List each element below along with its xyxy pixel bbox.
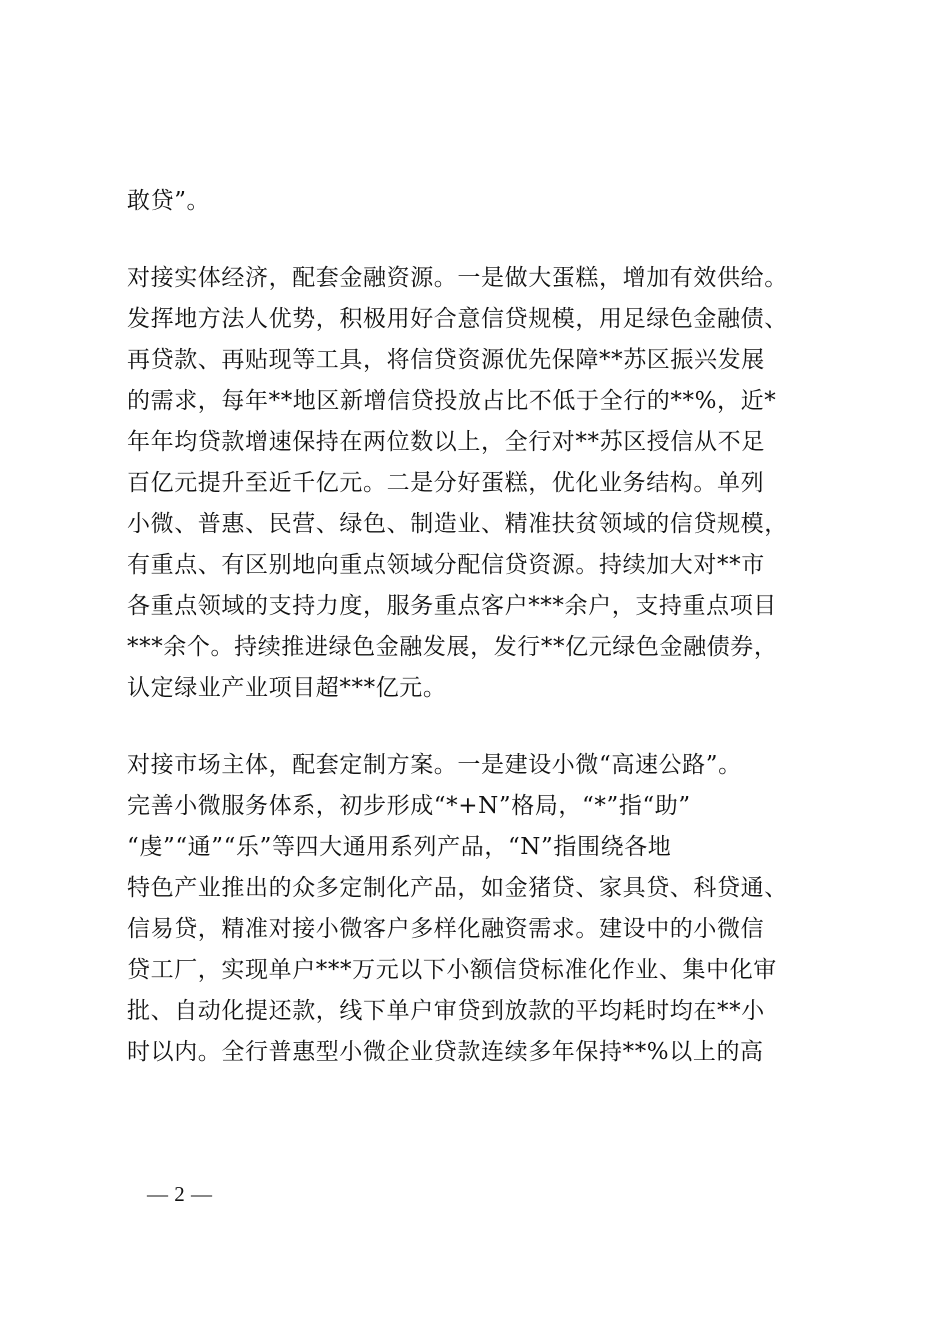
- text-line: 敢贷”。: [127, 188, 211, 214]
- text-line: 百亿元提升至近千亿元。二是分好蛋糕，优化业务结构。单列: [127, 470, 765, 496]
- text-line: ***余个。持续推进绿色金融发展，发行**亿元绿色金融债券，: [127, 634, 778, 660]
- paragraph-heading-line: 对接市场主体，配套定制方案。一是建设小微“高速公路”。: [127, 752, 742, 778]
- text-line: 发挥地方法人优势，积极用好合意信贷规模，用足绿色金融债、: [127, 306, 788, 332]
- text-line: 完善小微服务体系，初步形成“*+N”格局，“*”指“助”: [127, 793, 691, 819]
- text-line: 的需求，每年**地区新增信贷投放占比不低于全行的**%，近*: [127, 388, 777, 414]
- text-line: “虔”“通”“乐”等四大通用系列产品，“N”指围绕各地: [127, 834, 672, 860]
- page-number: — 2 —: [147, 1182, 213, 1206]
- text-line: 特色产业推出的众多定制化产品，如金猪贷、家具贷、科贷通、: [127, 875, 788, 901]
- text-line: 信易贷，精准对接小微客户多样化融资需求。建设中的小微信: [127, 916, 765, 942]
- text-line: 年年均贷款增速保持在两位数以上，全行对**苏区授信从不足: [127, 429, 765, 455]
- text-line: 时以内。全行普惠型小微企业贷款连续多年保持**%以上的高: [127, 1039, 764, 1065]
- paragraph-heading-line: 对接实体经济，配套金融资源。一是做大蛋糕，增加有效供给。: [127, 265, 788, 291]
- text-line: 贷工厂，实现单户***万元以下小额信贷标准化作业、集中化审: [127, 957, 777, 983]
- text-line: 认定绿业产业项目超***亿元。: [127, 675, 447, 701]
- text-line: 再贷款、再贴现等工具，将信贷资源优先保障**苏区振兴发展: [127, 347, 765, 373]
- text-line: 有重点、有区别地向重点领域分配信贷资源。持续加大对**市: [127, 552, 765, 578]
- text-line: 批、自动化提还款，线下单户审贷到放款的平均耗时均在**小: [127, 998, 765, 1024]
- text-line: 小微、普惠、民营、绿色、制造业、精准扶贫领域的信贷规模，: [127, 511, 788, 537]
- text-line: 各重点领域的支持力度，服务重点客户***余户，支持重点项目: [127, 593, 777, 619]
